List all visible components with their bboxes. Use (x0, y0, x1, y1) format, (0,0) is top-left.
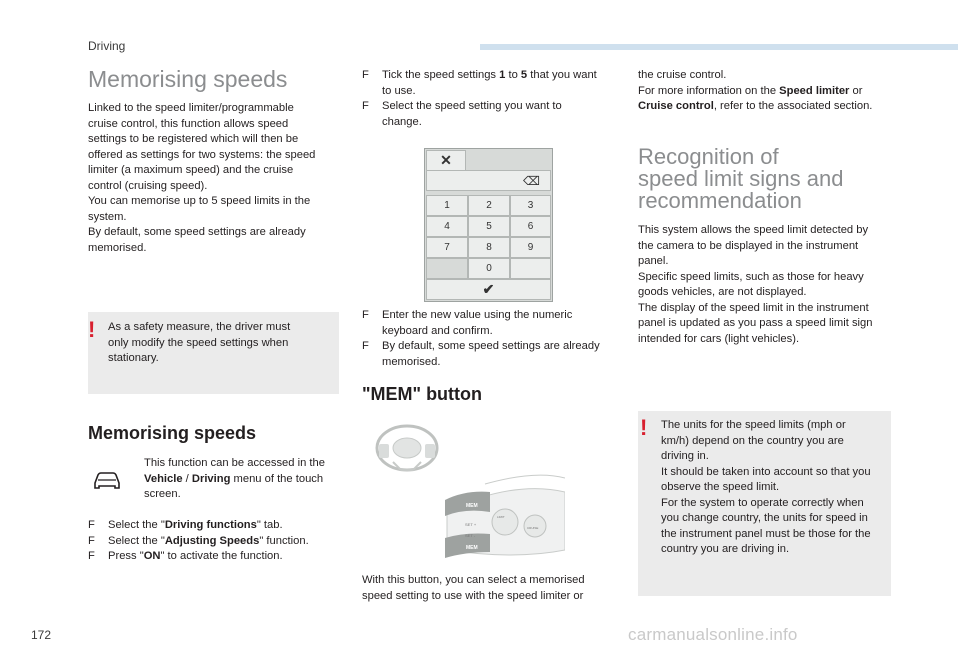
cruise-label: CRUISE (527, 526, 539, 530)
keypad-key[interactable]: 8 (468, 237, 510, 258)
keypad-key[interactable]: 9 (510, 237, 551, 258)
access-text: This function can be accessed in the Vehicle / Driving menu of the touch screen. (144, 457, 325, 500)
list-item: F By default, some speed settings are already memorised. (362, 340, 600, 368)
keypad-key[interactable]: 0 (468, 258, 510, 279)
list-item: F Press "ON" to activate the function. (88, 550, 283, 562)
safety-warning-text: As a safety measure, the driver must only modify the speed settings when stationary. (108, 321, 291, 364)
list-item: F Select the "Driving functions" tab. (88, 519, 283, 531)
continued-text: the cruise control. For more information on the Speed limiter or Cruise control, refer to the associated section. (638, 69, 873, 112)
limit-label: LIMIT (497, 515, 505, 519)
set-plus-label: SET + (465, 522, 477, 527)
keypad-key[interactable]: 5 (468, 216, 510, 237)
car-icon (92, 469, 122, 496)
set-minus-label: SET - (465, 533, 476, 538)
keypad-key[interactable]: 2 (468, 195, 510, 216)
tick-steps-list (362, 68, 622, 130)
steps-list (88, 518, 338, 565)
mem-label-top: MEM (466, 503, 478, 509)
steering-wheel-illustration (365, 420, 565, 570)
list-item: F Select the speed setting you want to change. (362, 100, 562, 128)
confirm-check-icon[interactable]: ✔ (426, 279, 551, 300)
keypad-key[interactable]: 3 (510, 195, 551, 216)
header-accent-bar (480, 44, 958, 50)
keypad-key[interactable]: 6 (510, 216, 551, 237)
recognition-title: Recognition of speed limit signs and recommendation (638, 144, 844, 213)
page-title: Memorising speeds (88, 66, 288, 92)
intro-paragraph: Linked to the speed limiter/programmable cruise control, this function allows speed settings to be registered which will then be offered as settings for two systems: the speed limiter (a maximum speed) and the cruise control (cruising speed). You can memorise up to 5 speed limits in the system. By default, some speed settings are already memorised. (88, 102, 316, 254)
list-item: F Tick the speed settings 1 to 5 that you want to use. (362, 69, 597, 97)
units-warning-box (638, 411, 891, 596)
close-icon[interactable]: ✕ (426, 150, 466, 171)
mem-button-text: With this button, you can select a memorised speed setting to use with the speed limiter or (362, 574, 585, 602)
enter-steps-list (362, 308, 632, 370)
keypad-key[interactable]: 4 (426, 216, 468, 237)
speed-display-field[interactable] (426, 170, 551, 191)
backspace-icon[interactable]: ⌫ (523, 173, 540, 188)
units-warning-text: The units for the speed limits (mph or km/h) depend on the country you are driving in. It should be taken into account so that you observe the speed limit. For the system to operate correctly when you change country, the units for speed in the instrument panel must be those for the country you are driving in. (661, 419, 871, 555)
list-item: F Select the "Adjusting Speeds" function. (88, 534, 309, 547)
recognition-paragraph: This system allows the speed limit detected by the camera to be displayed in the instrument panel. Specific speed limits, such as those for heavy goods vehicles, are not displayed. The display of the speed limit in the instrument panel is updated as you pass a speed limit sign intended for cars (light vehicles). (638, 224, 873, 345)
section-label: Driving (88, 39, 126, 53)
keypad-key[interactable]: 7 (426, 237, 468, 258)
keypad-empty-key (510, 258, 551, 279)
keypad-key[interactable]: 1 (426, 195, 468, 216)
page-number: 172 (31, 628, 52, 642)
speed-keypad (424, 148, 553, 302)
warning-exclamation-icon: ! (88, 317, 96, 342)
keypad-empty-key (426, 258, 468, 279)
list-item: F Enter the new value using the numeric keyboard and confirm. (362, 309, 573, 337)
mem-button-heading: "MEM" button (362, 384, 483, 404)
safety-warning-box (88, 312, 339, 394)
section-heading: Memorising speeds (88, 423, 257, 443)
watermark: carmanualsonline.info (628, 625, 798, 644)
warning-exclamation-icon: ! (640, 415, 648, 440)
mem-label-bottom: MEM (466, 545, 478, 551)
